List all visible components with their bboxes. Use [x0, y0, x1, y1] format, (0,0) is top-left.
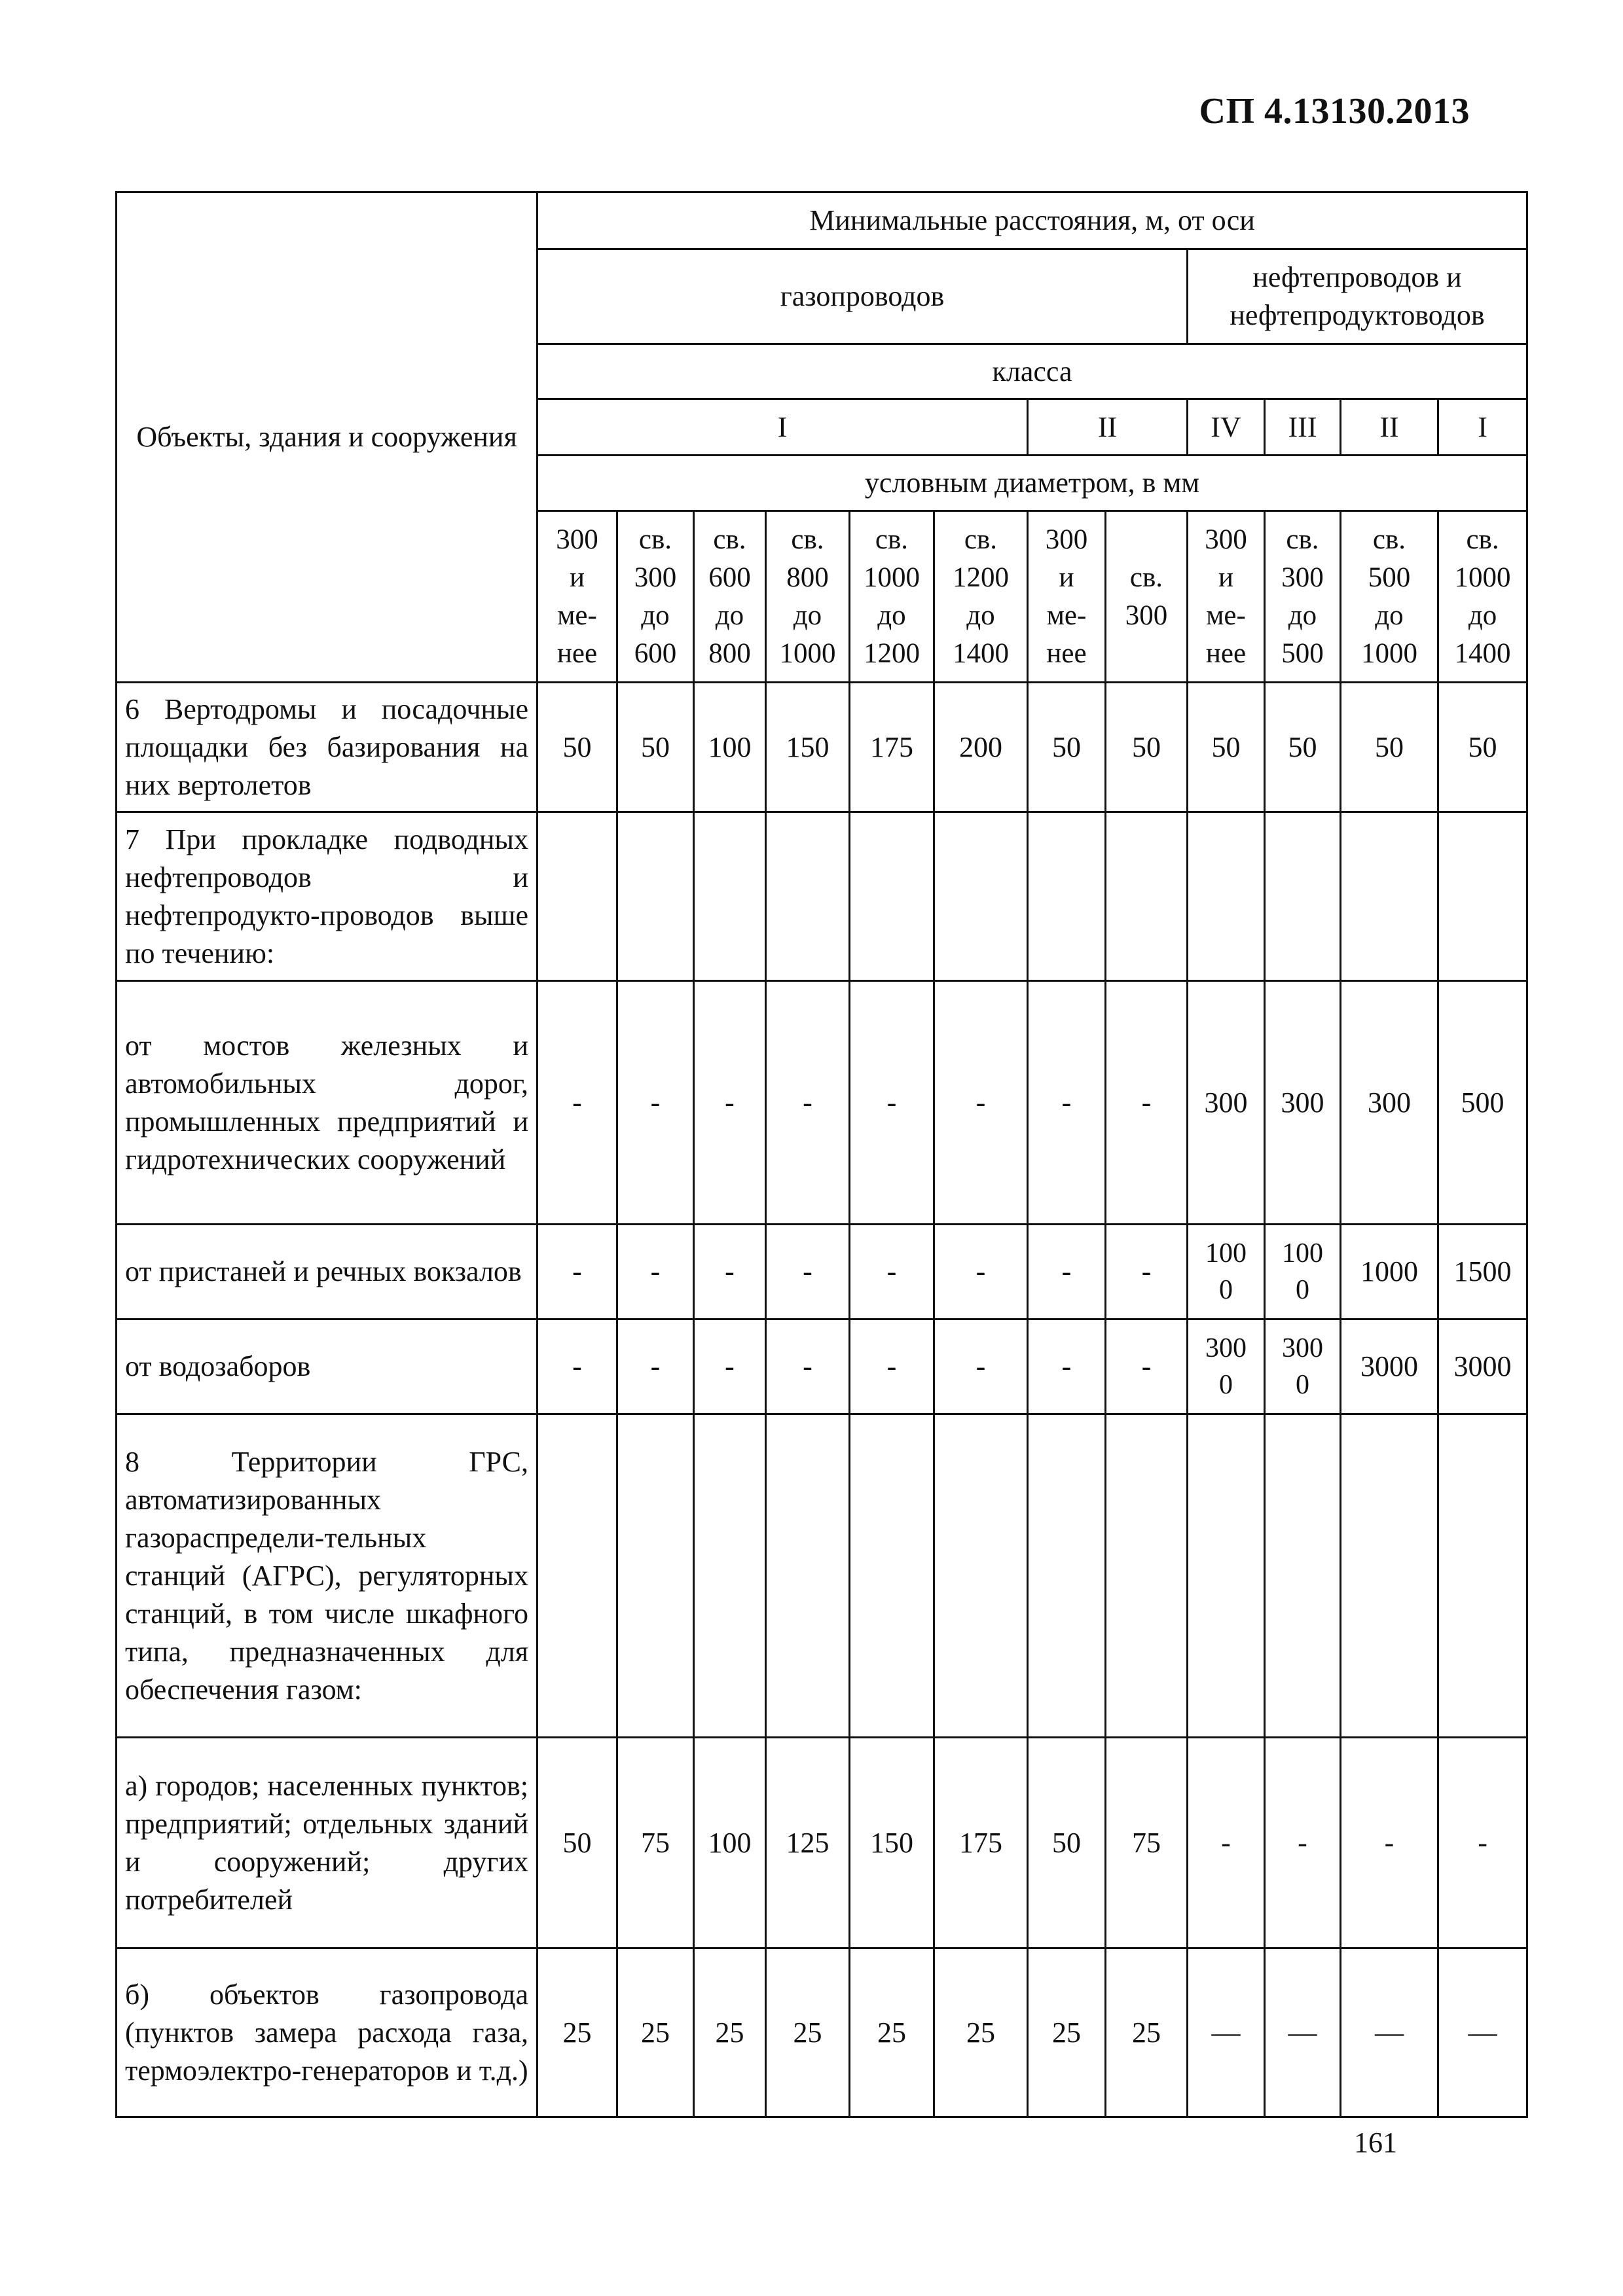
- diameter-line: 300: [1281, 562, 1324, 593]
- diameter-line: 600: [708, 562, 751, 593]
- value-cell: 50: [1028, 683, 1106, 812]
- value-cell: 150: [766, 683, 850, 812]
- value-cell: -: [1028, 1319, 1106, 1414]
- value-cell: -: [1341, 1738, 1438, 1948]
- diameter-line: 1200: [953, 562, 1009, 593]
- diameter-line: до: [715, 600, 744, 631]
- value-cell: [1028, 1414, 1106, 1738]
- value-cell: 3000: [1438, 1319, 1527, 1414]
- value-cell: -: [694, 981, 766, 1225]
- diameter-line: 1400: [1454, 637, 1511, 669]
- value-cell: 300: [1341, 981, 1438, 1225]
- value-cell: -: [766, 981, 850, 1225]
- value-cell: [1265, 1414, 1341, 1738]
- value-cell: -: [617, 981, 694, 1225]
- value-cell: 300: [1265, 981, 1341, 1225]
- table-row: [117, 1948, 1527, 2117]
- diameter-cell: [538, 511, 617, 683]
- value-cell: -: [1188, 1738, 1265, 1948]
- value-cell: [1106, 812, 1188, 981]
- row-label: 8 Территории ГРС, автоматизированных газораспредели-тельных станций (АГРС), регуляторных станций, в том числе шкафного типа, предназначенных для обеспечения газом:: [117, 1414, 538, 1738]
- value-cell: 100 0: [1188, 1225, 1265, 1319]
- value-cell: -: [850, 1225, 934, 1319]
- value-cell: 500: [1438, 981, 1527, 1225]
- diameter-line: ме-: [1206, 600, 1246, 631]
- value-cell: -: [1106, 1225, 1188, 1319]
- value-cell: -: [850, 1319, 934, 1414]
- diameter-line: ме-: [1046, 600, 1087, 631]
- diameter-line: 1000: [1361, 637, 1417, 669]
- value-cell: —: [1438, 1948, 1527, 2117]
- value-cell: —: [1188, 1948, 1265, 2117]
- row-label: от пристаней и речных вокзалов: [117, 1225, 538, 1319]
- value-cell: 25: [1028, 1948, 1106, 2117]
- class-cell: II: [1028, 399, 1188, 456]
- value-cell: [850, 812, 934, 981]
- value-cell: 25: [617, 1948, 694, 2117]
- diameter-line: 1400: [953, 637, 1009, 669]
- class-header: класса: [538, 344, 1527, 399]
- value-cell: [1028, 812, 1106, 981]
- diameter-line: св.: [875, 524, 909, 555]
- class-cell: IV: [1188, 399, 1265, 456]
- value-cell: [694, 1414, 766, 1738]
- value-cell: 25: [934, 1948, 1028, 2117]
- diameter-line: 800: [708, 637, 751, 669]
- value-cell: 50: [538, 1738, 617, 1948]
- value-cell: 100: [694, 683, 766, 812]
- value-cell: [1341, 812, 1438, 981]
- value-cell: -: [538, 981, 617, 1225]
- diameter-line: св.: [964, 524, 998, 555]
- diameter-line: до: [641, 600, 670, 631]
- value-cell: -: [694, 1225, 766, 1319]
- diameter-line: св.: [791, 524, 824, 555]
- diameter-line: 1200: [864, 637, 920, 669]
- value-cell: 50: [1341, 683, 1438, 812]
- value-cell: 75: [617, 1738, 694, 1948]
- value-cell: 175: [934, 1738, 1028, 1948]
- value-cell: [1341, 1414, 1438, 1738]
- row-label: б) объектов газопровода (пунктов замера расхода газа, термоэлектро-генераторов и т.д.): [117, 1948, 538, 2117]
- value-cell: 75: [1106, 1738, 1188, 1948]
- diameter-line: св.: [1286, 524, 1319, 555]
- value-cell: [850, 1414, 934, 1738]
- value-cell: —: [1341, 1948, 1438, 2117]
- table-row: [117, 812, 1527, 981]
- diameter-cell: [766, 511, 850, 683]
- objects-header: Объекты, здания и сооружения: [117, 192, 538, 683]
- value-cell: 200: [934, 683, 1028, 812]
- diameter-line: нее: [1046, 637, 1087, 669]
- diameter-line: до: [1468, 600, 1497, 631]
- value-cell: 1500: [1438, 1225, 1527, 1319]
- value-cell: -: [617, 1319, 694, 1414]
- table-row: [117, 1414, 1527, 1738]
- diameter-line: 300: [556, 524, 598, 555]
- value-cell: -: [538, 1225, 617, 1319]
- value-cell: -: [1106, 1319, 1188, 1414]
- value-cell: 50: [1028, 1738, 1106, 1948]
- diameter-line: св.: [638, 524, 672, 555]
- table-row: [117, 683, 1527, 812]
- value-cell: -: [1438, 1738, 1527, 1948]
- diameter-line: 300: [634, 562, 677, 593]
- value-cell: -: [1265, 1738, 1341, 1948]
- value-cell: [617, 1414, 694, 1738]
- value-cell: [617, 812, 694, 981]
- value-cell: 3000: [1341, 1319, 1438, 1414]
- row-label: от мостов железных и автомобильных дорог, промышленных предприятий и гидротехнических сооружений: [117, 981, 538, 1225]
- value-cell: [1438, 812, 1527, 981]
- class-cell: I: [538, 399, 1028, 456]
- document-code: СП 4.13130.2013: [1199, 91, 1470, 132]
- value-cell: [934, 1414, 1028, 1738]
- table-row: [117, 1738, 1527, 1948]
- diameter-line: до: [877, 600, 906, 631]
- row-label: от водозаборов: [117, 1319, 538, 1414]
- value-cell: 50: [1265, 683, 1341, 812]
- diameter-line: 600: [634, 637, 677, 669]
- class-cell: II: [1341, 399, 1438, 456]
- value-cell: -: [617, 1225, 694, 1319]
- diameter-cell: [1188, 511, 1265, 683]
- value-cell: 175: [850, 683, 934, 812]
- diameter-line: 800: [786, 562, 829, 593]
- diameter-line: и: [1218, 562, 1233, 593]
- diameter-cell: [694, 511, 766, 683]
- diameter-line: св.: [713, 524, 746, 555]
- value-cell: 100 0: [1265, 1225, 1341, 1319]
- row-label: 6 Вертодромы и посадочные площадки без базирования на них вертолетов: [117, 683, 538, 812]
- diameter-cell: [850, 511, 934, 683]
- value-cell: 150: [850, 1738, 934, 1948]
- value-cell: 300 0: [1188, 1319, 1265, 1414]
- diameter-line: 1000: [864, 562, 920, 593]
- table-row: [117, 1319, 1527, 1414]
- diameter-cell: [1265, 511, 1341, 683]
- diameter-header: условным диаметром, в мм: [538, 456, 1527, 511]
- value-cell: -: [1028, 981, 1106, 1225]
- value-cell: 1000: [1341, 1225, 1438, 1319]
- value-cell: [1106, 1414, 1188, 1738]
- diameter-line: 1000: [1454, 562, 1511, 593]
- value-cell: -: [766, 1319, 850, 1414]
- diameter-line: до: [966, 600, 995, 631]
- value-cell: [766, 812, 850, 981]
- diameter-line: св.: [1372, 524, 1406, 555]
- diameter-line: до: [1375, 600, 1404, 631]
- class-cell: I: [1438, 399, 1527, 456]
- page-number: 161: [1354, 2126, 1397, 2159]
- diameter-line: 300: [1205, 524, 1247, 555]
- min-distance-header: Минимальные расстояния, м, от оси: [538, 192, 1527, 249]
- gas-pipelines-header: газопроводов: [538, 249, 1188, 344]
- diameter-line: ме-: [557, 600, 597, 631]
- diameter-cell: [1106, 511, 1188, 683]
- diameter-cell: [1341, 511, 1438, 683]
- value-cell: 125: [766, 1738, 850, 1948]
- value-cell: [1188, 1414, 1265, 1738]
- value-cell: [538, 1414, 617, 1738]
- row-label: а) городов; населенных пунктов; предприятий; отдельных зданий и сооружений; других потребителей: [117, 1738, 538, 1948]
- diameter-cell: [934, 511, 1028, 683]
- diameter-line: 500: [1368, 562, 1411, 593]
- value-cell: 100: [694, 1738, 766, 1948]
- diameter-cell: [1438, 511, 1527, 683]
- diameter-line: 500: [1281, 637, 1324, 669]
- value-cell: [1188, 812, 1265, 981]
- value-cell: [538, 812, 617, 981]
- value-cell: 50: [1188, 683, 1265, 812]
- value-cell: -: [850, 981, 934, 1225]
- oil-pipelines-header: нефтепроводов и нефтепродуктоводов: [1188, 249, 1527, 344]
- value-cell: 25: [1106, 1948, 1188, 2117]
- diameter-line: 1000: [779, 637, 836, 669]
- value-cell: -: [538, 1319, 617, 1414]
- value-cell: 50: [538, 683, 617, 812]
- value-cell: 25: [766, 1948, 850, 2117]
- diameter-line: до: [793, 600, 822, 631]
- diameter-cell: [1028, 511, 1106, 683]
- value-cell: 25: [694, 1948, 766, 2117]
- value-cell: 50: [617, 683, 694, 812]
- table-row: [117, 981, 1527, 1225]
- diameter-line: св.: [1129, 562, 1163, 593]
- value-cell: [934, 812, 1028, 981]
- class-cell: III: [1265, 399, 1341, 456]
- diameter-line: 300: [1045, 524, 1088, 555]
- value-cell: —: [1265, 1948, 1341, 2117]
- value-cell: -: [934, 1225, 1028, 1319]
- value-cell: [1438, 1414, 1527, 1738]
- diameter-cell: [617, 511, 694, 683]
- table-row: [117, 1225, 1527, 1319]
- diameter-line: нее: [556, 637, 598, 669]
- value-cell: [694, 812, 766, 981]
- value-cell: 50: [1106, 683, 1188, 812]
- value-cell: -: [766, 1225, 850, 1319]
- value-cell: 300 0: [1265, 1319, 1341, 1414]
- diameter-line: и: [1059, 562, 1074, 593]
- row-label: 7 При прокладке подводных нефтепроводов и нефтепродукто-проводов выше по течению:: [117, 812, 538, 981]
- value-cell: -: [1028, 1225, 1106, 1319]
- diameter-line: до: [1288, 600, 1317, 631]
- value-cell: -: [934, 1319, 1028, 1414]
- value-cell: 25: [850, 1948, 934, 2117]
- diameter-line: и: [569, 562, 585, 593]
- value-cell: -: [694, 1319, 766, 1414]
- diameter-line: 300: [1125, 600, 1168, 631]
- diameter-line: нее: [1205, 637, 1247, 669]
- value-cell: 25: [538, 1948, 617, 2117]
- value-cell: -: [934, 981, 1028, 1225]
- value-cell: -: [1106, 981, 1188, 1225]
- distance-table: [115, 191, 1528, 2118]
- value-cell: 50: [1438, 683, 1527, 812]
- value-cell: [766, 1414, 850, 1738]
- diameter-line: св.: [1466, 524, 1499, 555]
- value-cell: 300: [1188, 981, 1265, 1225]
- value-cell: [1265, 812, 1341, 981]
